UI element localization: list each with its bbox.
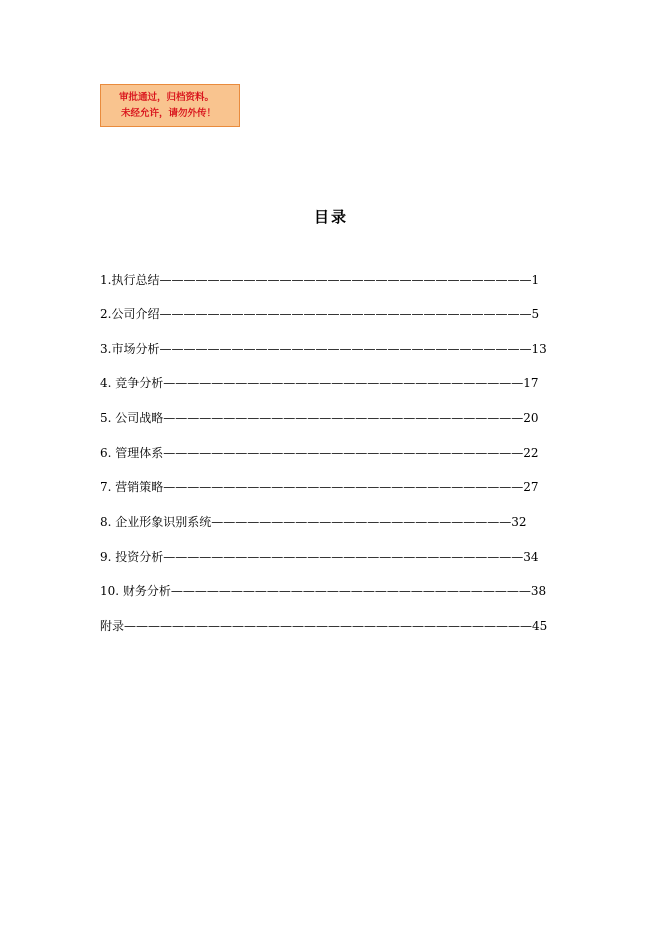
toc-entry-page: 38 [530, 584, 547, 598]
toc-entry[interactable] [100, 410, 539, 426]
toc-entry-page: 17 [523, 376, 539, 390]
toc-entry-label: 6. 管理体系 [100, 446, 164, 460]
toc-entry-leader: ———————————————————————— [211, 515, 500, 529]
approval-stamp [100, 84, 240, 127]
toc-entry[interactable] [100, 514, 527, 530]
toc-entry-page: 20 [523, 411, 539, 425]
toc-entry-page: 45 [532, 619, 548, 633]
toc-entry-page: 22 [523, 446, 539, 460]
toc-entry[interactable] [100, 583, 546, 599]
toc-entry-page: 1 [531, 273, 540, 287]
toc-entry[interactable] [100, 445, 539, 461]
toc-entry-page: 27 [523, 480, 539, 494]
toc-entry-leader: —————————————————————————————— [163, 411, 524, 425]
toc-title: 目录 [313, 208, 348, 226]
toc-entry-leader: —————————————————————————————— [163, 550, 524, 564]
toc-entry-label: 2.公司介绍 [100, 307, 160, 321]
toc-entry-leader: —————————————————————————————— [163, 480, 524, 494]
toc-entry-label: 9. 投资分析 [100, 550, 164, 564]
toc-entry[interactable] [100, 375, 539, 391]
toc-entry-label: 1.执行总结 [100, 273, 160, 287]
toc-entry[interactable] [100, 341, 547, 357]
toc-entry-label: 10. 财务分析 [100, 584, 171, 598]
toc-entry[interactable] [100, 618, 547, 634]
toc-entry-label: 8. 企业形象识别系统 [100, 515, 212, 529]
toc-entry-label: 5. 公司战略 [100, 411, 164, 425]
toc-entry-leader: —————————————————————————————— [163, 446, 524, 460]
toc-entry-label: 7. 营销策略 [100, 480, 164, 494]
toc-entry[interactable] [100, 272, 539, 288]
toc-entry[interactable] [100, 549, 539, 565]
stamp-line-1: 审批通过，归档资料。 [119, 92, 215, 103]
toc-entry-page: 13 [531, 342, 547, 356]
toc-entry-label: 3.市场分析 [100, 342, 160, 356]
toc-entry-leader: ——————————————————————————————— [159, 342, 532, 356]
toc-entry-leader: —————————————————————————————————— [124, 619, 533, 633]
toc-entry-page: —32 [499, 515, 527, 529]
toc-entry[interactable] [100, 479, 539, 495]
toc-entry-label: 附录 [100, 619, 125, 633]
toc-entry-page: 5 [531, 307, 540, 321]
toc-entry-page: 34 [523, 550, 539, 564]
toc-entry-leader: —————————————————————————————— [163, 376, 524, 390]
toc-entry[interactable] [100, 306, 539, 322]
toc-entry-leader: ——————————————————————————————— [159, 273, 532, 287]
toc-entry-leader: ——————————————————————————————— [159, 307, 532, 321]
toc-entry-label: 4. 竞争分析 [100, 376, 164, 390]
stamp-line-2: 未经允许，请勿外传！ [121, 108, 217, 119]
toc-entry-leader: —————————————————————————————— [170, 584, 531, 598]
